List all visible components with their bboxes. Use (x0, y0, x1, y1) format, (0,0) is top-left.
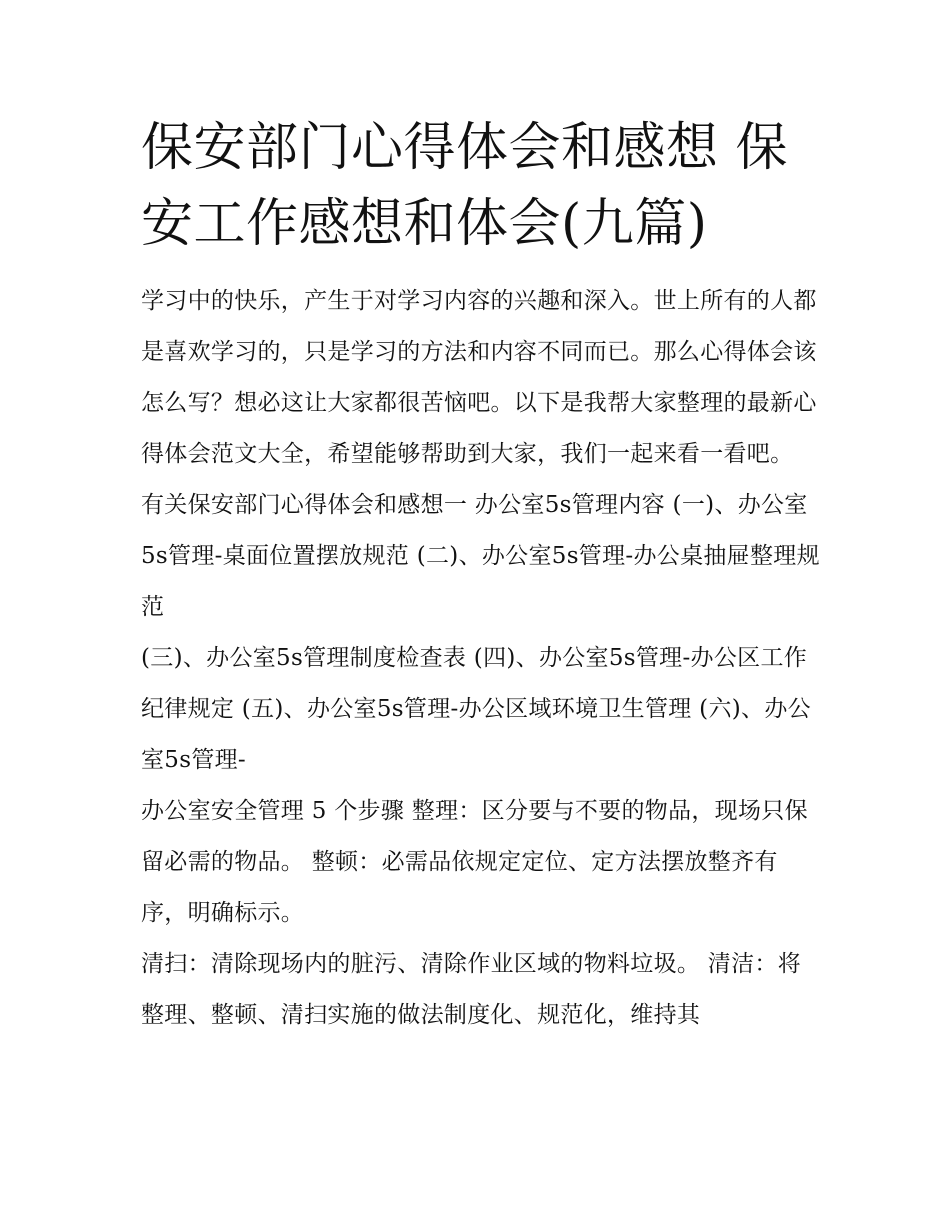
management-list-paragraph: (三)、办公室5s管理制度检查表 (四)、办公室5s管理-办公区工作纪律规定 (五)、办公室5s管理-办公区域环境卫生管理 (六)、办公室5s管理- (141, 645, 811, 773)
document-body (141, 276, 821, 1041)
section-one-paragraph: 有关保安部门心得体会和感想一 办公室5s管理内容 (一)、办公室5s管理-桌面位置摆放规范 (二)、办公室5s管理-办公桌抽屉整理规范 (141, 492, 820, 620)
document-page (141, 110, 821, 1041)
intro-paragraph: 学习中的快乐，产生于对学习内容的兴趣和深入。世上所有的人都是喜欢学习的，只是学习的方法和内容不同而已。那么心得体会该怎么写？想必这让大家都很苦恼吧。以下是我帮大家整理的最新心得体会范文大全，希望能够帮助到大家，我们一起来看一看吧。 (141, 288, 817, 467)
safety-steps-paragraph: 办公室安全管理 5 个步骤 整理：区分要与不要的物品，现场只保留必需的物品。 整顿：必需品依规定定位、定方法摆放整齐有序，明确标示。 (141, 798, 808, 926)
cleaning-paragraph: 清扫：清除现场内的脏污、清除作业区域的物料垃圾。 清洁：将整理、整顿、清扫实施的做法制度化、规范化，维持其 (141, 951, 802, 1028)
document-title: 保安部门心得体会和感想 保安工作感想和体会(九篇) (141, 118, 789, 254)
